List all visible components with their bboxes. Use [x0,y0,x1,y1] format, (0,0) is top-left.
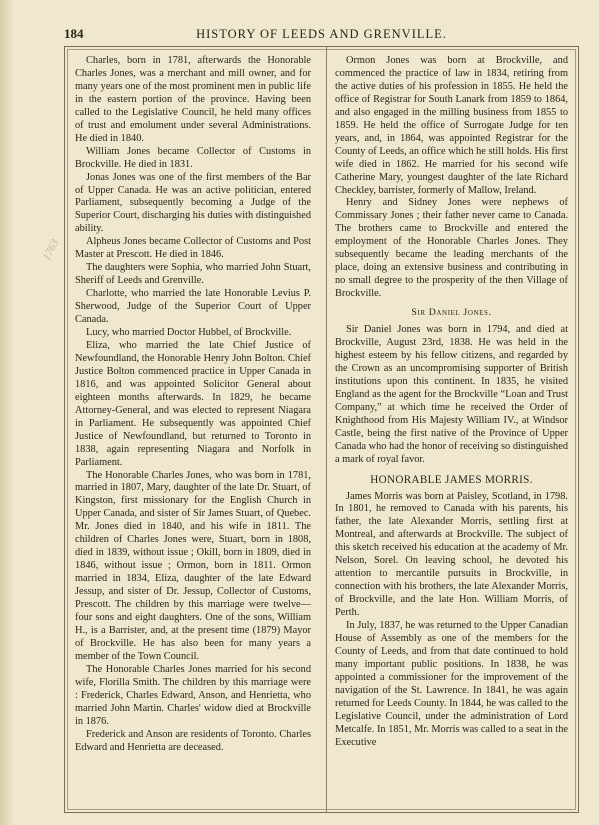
page-header [64,26,579,44]
paragraph: In July, 1837, he was returned to the Upper Canadian House of Assembly as one of the members for the County of Leeds, and from that date continued to hold many important public positions. In 1838, he was appointed a commissioner for the improvement of the navigation of the St. Lawrence. In 1841, he was again returned for Leeds County. In 1844, he was called to the Legislative Council, under the administration of Lord Metcalfe. In 1851, Mr. Morris was called to a seat in the Executive [335,620,568,748]
paragraph: Ormon Jones was born at Brockville, and commenced the practice of law in 1834, retiring from the active duties of his profession in 1855. He held the office of Registrar for South Lanark from 1859 to 1864, and also engaged in the milling business from 1855 to 1859. He held the office of Surrogate Judge for ten years, and, in 1864, was appointed Registrar for the County of Leeds, an office which he still holds. His first wife died in 1862. He married for his second wife Catherine Mary, youngest daughter of the late Richard Checkley, barrister, formerly of Mallow, Ireland. [335,55,568,196]
paragraph: Frederick and Anson are residents of Toronto. Charles Edward and Henrietta are deceased. [75,728,311,753]
paragraph: Lucy, who married Doctor Hubbel, of Brockville. [86,327,292,339]
paragraph: Henry and Sidney Jones were nephews of Commissary Jones ; their father never came to Canada. The brothers came to Brockville and entered the employment of the Honorable Charles Jones. They subsequently became the leading merchants of the place, doing an extensive business and contributing in no small degree to the prosperity of the then Village of Brockville. [335,197,568,300]
margin-pencil-note: 1763 [40,237,62,263]
text-frame [64,46,579,813]
column-divider [326,47,327,812]
paragraph: The Honorable Charles Jones married for his second wife, Florilla Smith. The children by this marriage were : Frederick, Charles Edward, Anson, and Henrietta, who married John Martin. Charles' widow died at Brockville in 1876. [75,663,311,727]
section-heading: HONORABLE JAMES MORRIS. [370,473,533,486]
paragraph: Eliza, who married the late Chief Justice of Newfoundland, the Honorable Henry John Bolton. Chief Justice Bolton commenced practice in Upper Canada in 1816, and was appointed Solicitor General about eighteen months afterwards. In 1829, he became Attorney-General, and was elected to represent Niagara in Parliament. He subsequently was appointed Chief Justice of Newfoundland, but returned to Toronto in 1838, again representing Niagara and Norfolk in Parliament. [75,339,311,468]
page-number: 184 [64,26,84,41]
paragraph: Alpheus Jones became Collector of Customs and Post Master at Prescott. He died in 1846. [75,236,311,261]
subheading: Sir Daniel Jones. [411,307,492,319]
running-head: HISTORY OF LEEDS AND GRENVILLE. [196,27,447,41]
paragraph: Jonas Jones was one of the first members of the Bar of Upper Canada. He was an active politician, entered Parliament, subsequently becoming a Judge of the Superior Court, discharging his duties with distinguished ability. [75,171,311,235]
paragraph: The Honorable Charles Jones, who was born in 1781, married in 1807, Mary, daughter of the late Dr. Stuart, of Kingston, first missionary for the English Church in Upper Canada, and sister of Sir James Stuart, of Quebec. Mr. Jones died in 1840, and his wife in 1811. The children of Charles Jones were, Stuart, born in 1808, died in 1839, without issue ; Okill, born in 1809, died in 1846, without issue ; Ormon, born in 1811. Ormon married in 1834, Eliza, daughter of the late Edward Jessup, and sister of Dr. Jessup, Collector of Customs, Prescott. The children by this marriage were twelve—four sons and eight daughters. One of the sons, William H., is a Barrister, and, at the present time (1879) Mayor of Brockville. He has also been for many years a member of the Town Council. [75,469,311,662]
paragraph: William Jones became Collector of Customs in Brockville. He died in 1831. [75,145,311,170]
right-column [335,55,568,808]
paragraph: Sir Daniel Jones was born in 1794, and died at Brockville, August 23rd, 1838. He was held in the highest esteem by his fellow citizens, and regarded by the Crown as an uncompromising supporter of British institutions upon this continent. In 1835, he visited England as the agent for the Brockville “Loan and Trust Company,” at which time he received the Order of Knighthood from His Majesty William IV., at Windsor Castle, being the first native of the Province of Upper Canada who had the honor of receiving so distinguished a mark of royal favor. [335,324,568,465]
paragraph: Charles, born in 1781, afterwards the Honorable Charles Jones, was a merchant and mill owner, and for many years one of the most prominent men in public life in the eastern portion of the province. Having been called to the Legislative Council, he held many offices of trust and emolument under several Administrations. He died in 1840. [75,55,311,144]
left-column [75,55,311,808]
page-gutter-shadow [0,0,14,825]
paragraph: James Morris was born at Paisley, Scotland, in 1798. In 1801, he removed to Canada with his parents, his father, the late Alexander Morris, settling first at Montreal, and afterwards at Brockville. The subject of this sketch received his education at the academy of Mr. Nelson, Sorel. On leaving school, he devoted his attention to mercantile pursuits in Brockville, in connection with his brothers, the late Alexander Morris, of Brockville, and the late Hon. William Morris, of Perth. [335,490,568,619]
paragraph: The daughters were Sophia, who married John Stuart, Sheriff of Leeds and Grenville. [75,262,311,287]
paragraph: Charlotte, who married the late Honorable Levius P. Sherwood, Judge of the Superior Court of Upper Canada. [75,288,311,326]
